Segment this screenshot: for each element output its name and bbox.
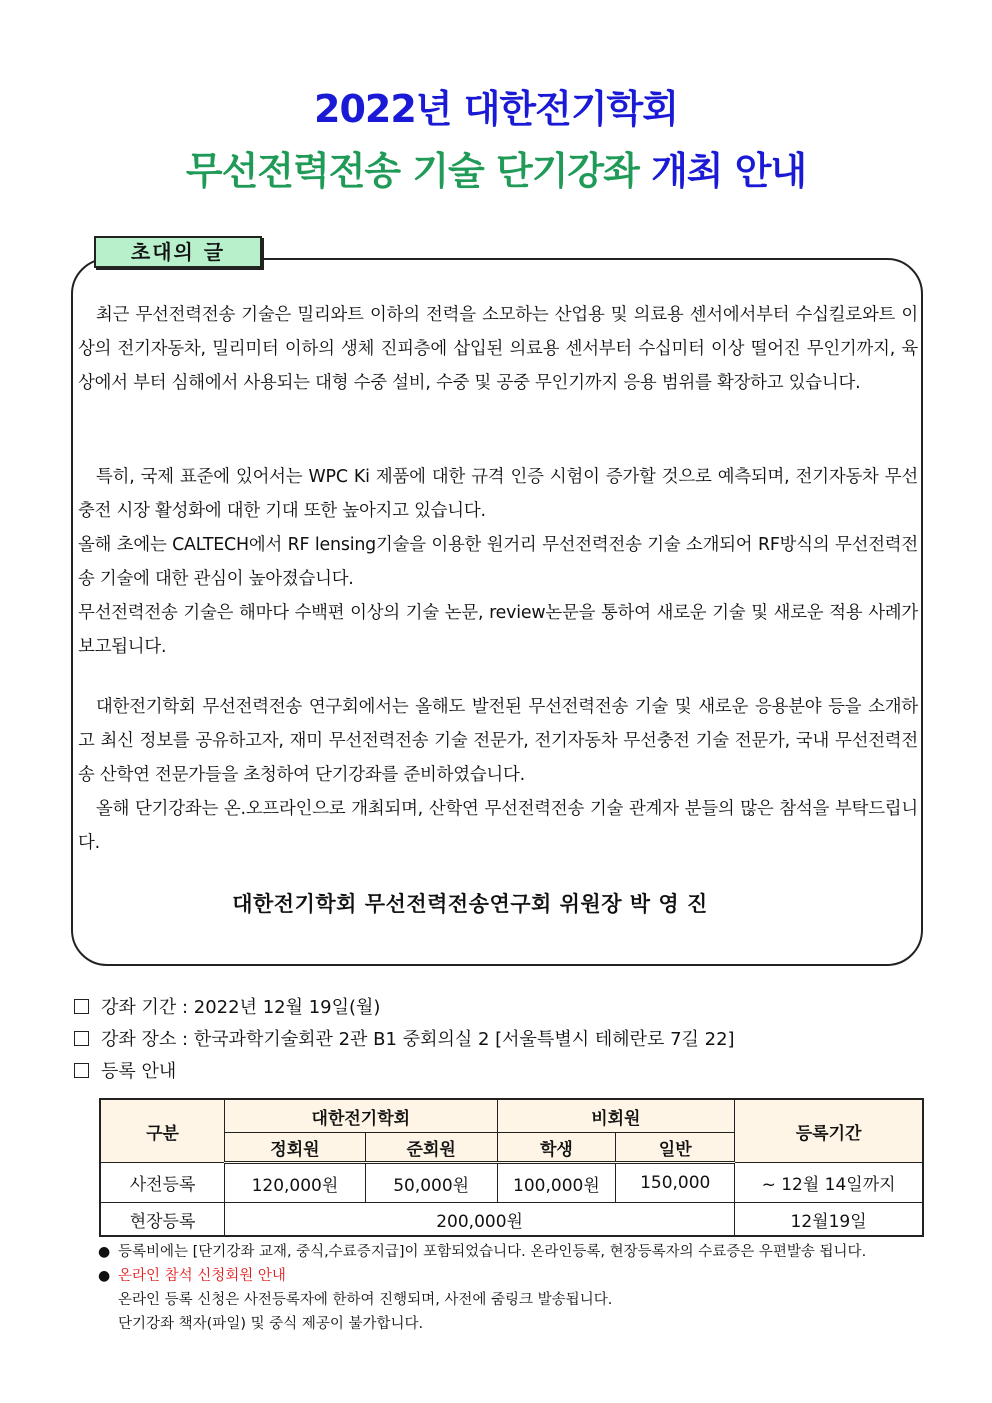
bullet-icon: ● [98,1268,111,1284]
cell-regular: 120,000원 [225,1163,366,1203]
header-member: 대한전기학회 [225,1099,497,1133]
invitation-paragraph-3a: 대한전기학회 무선전력전송 연구회에서는 올해도 발전된 무선전력전송 기술 및 새로운 응용분야 등을 소개하고 최신 정보를 공유하고자, 재미 무선전력전송 기술 전문가, 전기자동차 무선충전 기술 전문가, 국내 무선전력전송 산학연 전문가들을 초청하여 단기강좌를 준비하였습니다. [78,697,918,785]
title-course-name: 무선전력전송 기술 단기강좌 [185,149,639,193]
invitation-paragraph-2c: 무선전력전송 기술은 해마다 수백편 이상의 기술 논문, review논문을 통하여 새로운 기술 및 새로운 적용 사례가 보고됩니다. [78,603,918,657]
checkbox-square-icon [74,1063,89,1078]
bullet-icon: ● [98,1244,111,1260]
invitation-paragraph-1: 최근 무선전력전송 기술은 밀리와트 이하의 전력을 소모하는 산업용 및 의료용 센서에서부터 수십킬로와트 이상의 전기자동차, 밀리미터 이하의 생체 진피층에 삽입된 의료용 센서부터 수십미터 이상 떨어진 무인기까지, 육상에서 부터 심해에서 사용되는 대형 수중 설비, 수중 및 공중 무인기까지 응용 범위를 확장하고 있습니다. [78,305,918,393]
title-line-2 [0,140,992,195]
header-student: 학생 [497,1133,616,1163]
header-period: 등록기간 [735,1099,923,1163]
title-line-1: 2022년 대한전기학회 [314,87,678,131]
header-associate: 준회원 [365,1133,497,1163]
header-nonmember: 비회원 [497,1099,735,1133]
checkbox-square-icon [74,1031,89,1046]
cell-period: ~ 12월 14일까지 [735,1163,923,1203]
notes [96,1240,866,1336]
title-notice: 개최 안내 [651,149,807,193]
header-category: 구분 [100,1099,225,1163]
invitation-paragraph-2 [78,460,918,664]
info-venue: 강좌 장소 : 한국과학기술회관 2관 B1 중회의실 2 [서울특별시 테헤란로 7길 22] [74,1026,735,1054]
invitation-paragraph-3 [78,690,918,860]
invitation-paragraph-3b: 올해 단기강좌는 온.오프라인으로 개최되며, 산학연 무선전력전송 기술 관계자 분들의 많은 참석을 부탁드립니다. [78,799,918,853]
note-online-sub-1: 온라인 등록 신청은 사전등록자에 한하여 진행되며, 사전에 줌링크 발송됩니다. [118,1292,613,1308]
cell-student: 100,000원 [497,1163,616,1203]
invitation-tag: 초대의 글 [94,236,262,268]
row-label: 현장등록 [100,1203,225,1237]
note-fee: ● 등록비에는 [단기강좌 교재, 중식,수료증지급]이 포함되었습니다. 온라인등록, 현장등록자의 수료증은 우편발송 됩니다. [96,1240,866,1264]
cell-period: 12월19일 [735,1203,923,1237]
info-registration: 등록 안내 [74,1058,176,1086]
cell-associate: 50,000원 [365,1163,497,1203]
registration-table [99,1098,924,1237]
cell-all: 200,000원 [225,1203,735,1237]
header-regular: 정회원 [225,1133,366,1163]
note-online-sub-2: 단기강좌 책자(파일) 및 중식 제공이 불가합니다. [118,1316,424,1332]
info-period: 강좌 기간 : 2022년 12월 19일(월) [74,994,380,1022]
invitation-paragraph-2b: 올해 초에는 CALTECH에서 RF lensing기술을 이용한 원거리 무선전력전송 기술 소개되어 RF방식의 무선전력전송 기술에 대한 관심이 높아졌습니다. [78,535,918,589]
cell-general: 150,000 [616,1163,735,1203]
signature: 대한전기학회 무선전력전송연구회 위원장 박 영 진 [232,892,708,916]
row-label: 사전등록 [100,1163,225,1203]
table-row [100,1163,923,1203]
checkbox-square-icon [74,999,89,1014]
note-online: ● 온라인 참석 신청회원 안내 [96,1264,866,1288]
table-row [100,1203,923,1237]
header-general: 일반 [616,1133,735,1163]
invitation-paragraph-2a: 특히, 국제 표준에 있어서는 WPC Ki 제품에 대한 규격 인증 시험이 증가할 것으로 예측되며, 전기자동차 무선 충전 시장 활성화에 대한 기대 또한 높아지고 있습니다. [78,467,918,521]
